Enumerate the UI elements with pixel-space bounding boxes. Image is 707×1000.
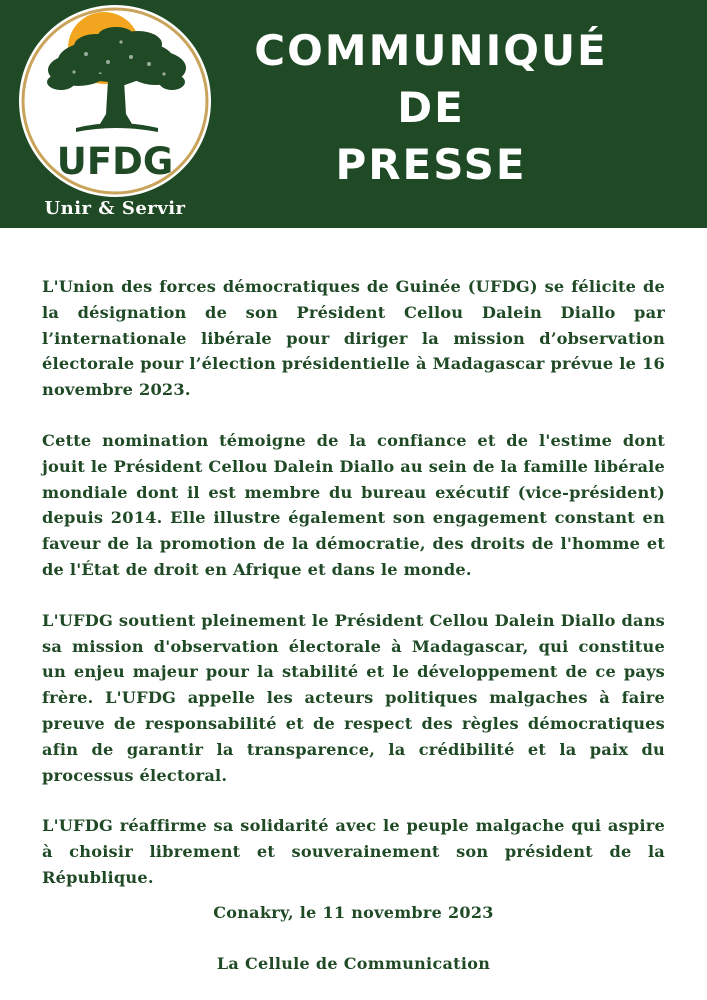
paragraph-4: L'UFDG réaffirme sa solidarité avec le peuple malgache qui aspire à choisir librement et souverainement son président de la République.	[42, 816, 665, 887]
title-line-2: DE	[397, 83, 465, 132]
signature: La Cellule de Communication	[216, 954, 491, 973]
communique-body	[42, 274, 665, 916]
paragraph-3: L'UFDG soutient pleinement le Président Cellou Dalein Diallo dans sa mission d'observation électorale à Madagascar, qui constitue un enjeu majeur pour la stabilité et le développement de ce pays frère. L'UFDG appelle les acteurs politiques malgaches à faire preuve de responsabilité et de respect des règles démocratiques afin de garantir la transparence, la crédibilité et la paix du processus électoral.	[42, 610, 665, 785]
logo-text: UFDG	[56, 140, 174, 183]
party-motto: Unir & Servir	[44, 198, 186, 219]
title-line-3: PRESSE	[335, 140, 527, 189]
paragraph-1: L'Union des forces démocratiques de Guinée (UFDG) se félicite de la désignation de son Président Cellou Dalein Diallo par l’internationale libérale pour diriger la mission d’observation électorale pour l’élection présidentielle à Madagascar prévue le 16 novembre 2023.	[42, 277, 665, 400]
page-title	[245, 22, 617, 193]
tree-sun-logo-icon	[16, 2, 214, 200]
title-line-1: COMMUNIQUÉ	[254, 26, 608, 75]
ufdg-logo	[16, 2, 214, 200]
header-banner	[0, 0, 707, 228]
paragraph-2: Cette nomination témoigne de la confiance et de l'estime dont jouit le Président Cellou Dalein Diallo au sein de la famille libérale mondiale dont il est membre du bureau exécutif (vice-président) depuis 2014. Elle illustre également son engagement constant en faveur de la promotion de la démocratie, des droits de l'homme et de l'État de droit en Afrique et dans le monde.	[42, 430, 665, 579]
place-date: Conakry, le 11 novembre 2023	[213, 903, 494, 922]
